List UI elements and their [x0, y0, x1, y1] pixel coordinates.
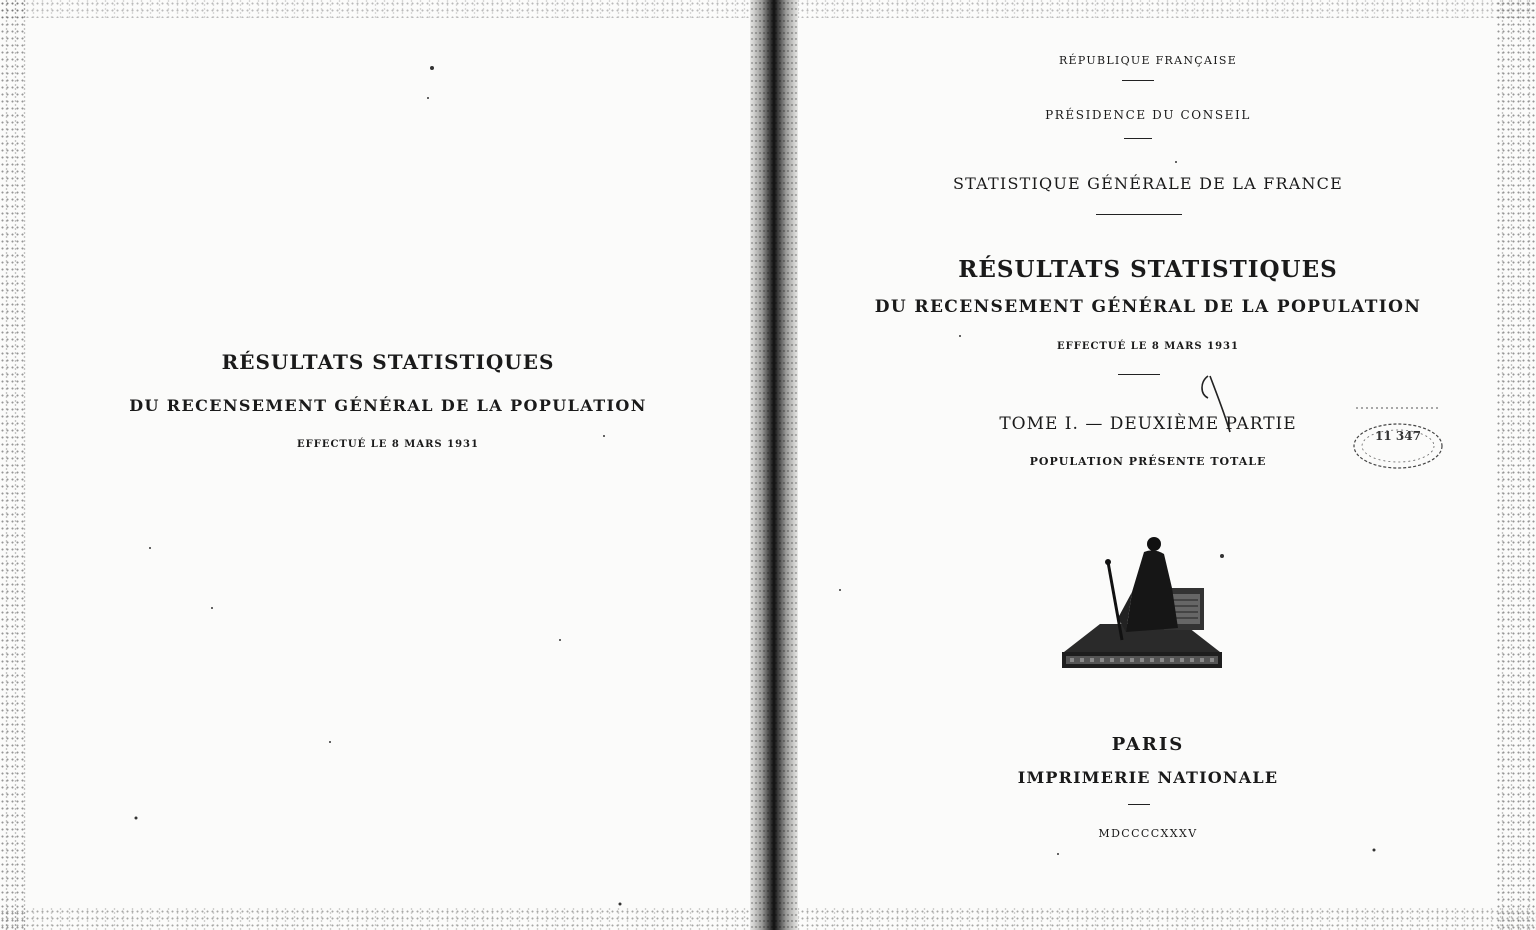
volume-heading: TOME I. — DEUXIÈME PARTIE	[999, 414, 1297, 434]
left-page-subtitle: DU RECENSEMENT GÉNÉRAL DE LA POPULATION	[129, 396, 647, 415]
ornament-rule	[1096, 214, 1182, 215]
right-page	[798, 0, 1498, 930]
left-page-date: EFFECTUÉ LE 8 MARS 1931	[297, 439, 479, 450]
seated-figure-emblem-icon	[1060, 532, 1224, 672]
printer-name: IMPRIMERIE NATIONALE	[1017, 768, 1279, 787]
ornament-rule	[1128, 804, 1150, 805]
publication-city: PARIS	[1111, 734, 1185, 755]
publication-year: MDCCCCXXXV	[1098, 827, 1198, 840]
ornament-rule	[1118, 374, 1160, 375]
statistics-heading: STATISTIQUE GÉNÉRALE DE LA FRANCE	[953, 174, 1343, 193]
left-page-title: RÉSULTATS STATISTIQUES	[221, 350, 555, 374]
main-title: RÉSULTATS STATISTIQUES	[958, 256, 1338, 283]
population-subheading: POPULATION PRÉSENTE TOTALE	[1029, 455, 1267, 468]
ornament-rule	[1124, 138, 1152, 139]
presidency-heading: PRÉSIDENCE DU CONSEIL	[1045, 108, 1251, 122]
ornament-rule	[1122, 80, 1154, 81]
scan-edge-left	[0, 0, 26, 930]
census-date: EFFECTUÉ LE 8 MARS 1931	[1057, 341, 1239, 352]
scan-edge-right	[1496, 0, 1536, 930]
left-page	[26, 0, 750, 930]
republic-heading: RÉPUBLIQUE FRANÇAISE	[1058, 54, 1238, 67]
main-subtitle: DU RECENSEMENT GÉNÉRAL DE LA POPULATION	[874, 297, 1422, 317]
library-stamp-icon	[1326, 402, 1446, 482]
book-gutter	[750, 0, 798, 930]
stamp-number: 11 347	[1375, 429, 1421, 443]
